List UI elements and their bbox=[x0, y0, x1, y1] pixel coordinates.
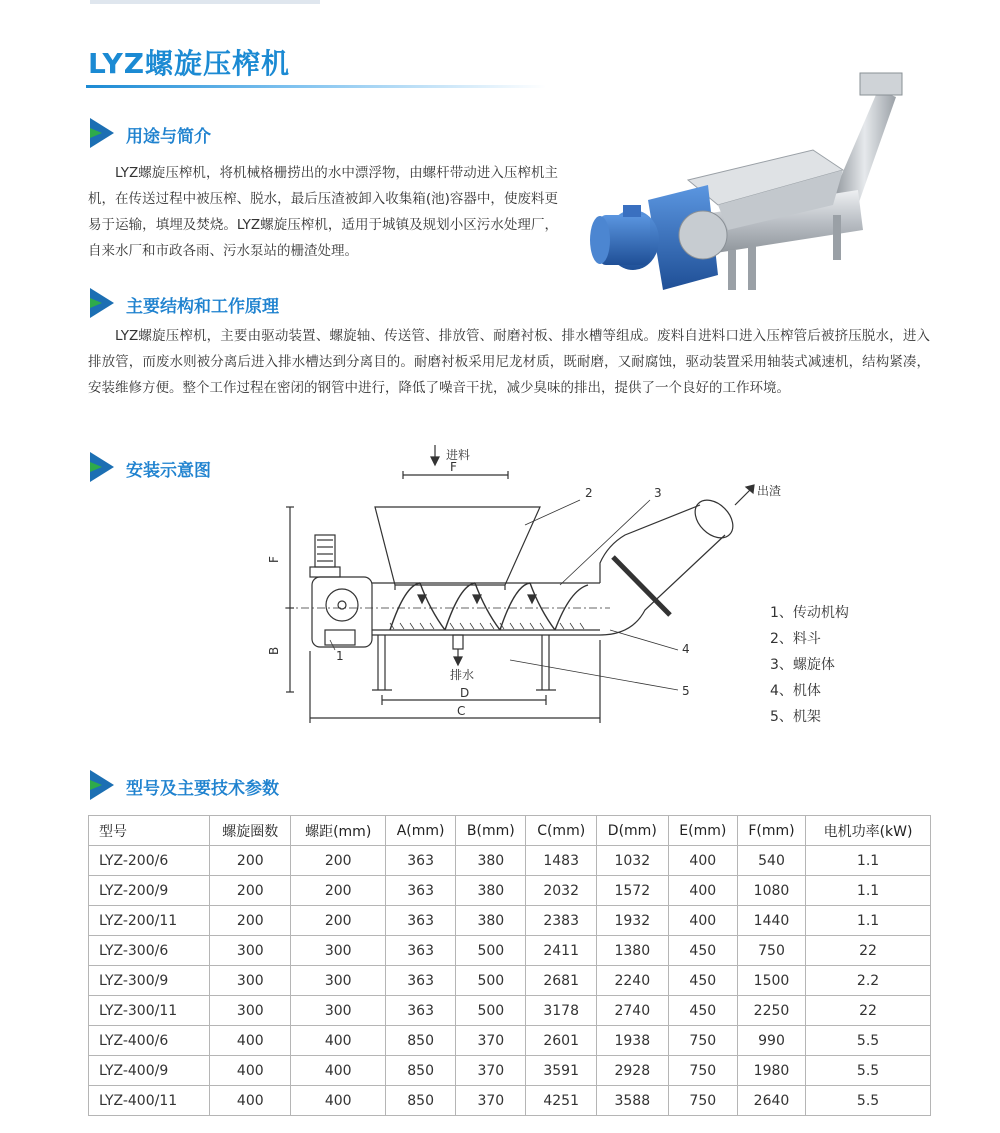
table-cell: 1980 bbox=[737, 1056, 805, 1086]
play-arrow-icon bbox=[90, 118, 114, 148]
table-cell: 2.2 bbox=[806, 966, 931, 996]
table-cell: 300 bbox=[210, 936, 291, 966]
table-row bbox=[89, 996, 931, 1026]
table-cell: 200 bbox=[210, 846, 291, 876]
table-cell: 370 bbox=[456, 1086, 526, 1116]
table-cell: 363 bbox=[386, 846, 456, 876]
table-cell: LYZ-200/6 bbox=[89, 846, 210, 876]
table-cell: 370 bbox=[456, 1026, 526, 1056]
table-cell: 450 bbox=[668, 966, 737, 996]
table-cell: LYZ-400/11 bbox=[89, 1086, 210, 1116]
table-cell: 3591 bbox=[526, 1056, 596, 1086]
column-header: 型号 bbox=[89, 816, 210, 846]
callout-4: 4 bbox=[682, 642, 690, 656]
intro-paragraph: LYZ螺旋压榨机，将机械格栅捞出的水中漂浮物，由螺杆带动进入压榨机主机，在传送过程中被压榨、脱水，最后压渣被卸入收集箱(池)容器中，使废料更易于运输，填埋及焚烧。LYZ螺旋压榨机，适用于城镇及规划小区污水处理厂，自来水厂和市政各雨、污水泵站的栅渣处理。 bbox=[88, 165, 558, 259]
table-cell: 3178 bbox=[526, 996, 596, 1026]
table-cell: 2681 bbox=[526, 966, 596, 996]
column-header: 螺旋圈数 bbox=[210, 816, 291, 846]
table-cell: 400 bbox=[210, 1026, 291, 1056]
table-header-row bbox=[89, 816, 931, 846]
section-heading-label: 主要结构和工作原理 bbox=[126, 297, 279, 317]
table-cell: 22 bbox=[806, 936, 931, 966]
table-cell: 400 bbox=[291, 1086, 386, 1116]
table-cell: 400 bbox=[291, 1056, 386, 1086]
table-cell: 850 bbox=[386, 1026, 456, 1056]
feed-label: 进料 bbox=[446, 448, 471, 462]
table-cell: 363 bbox=[386, 936, 456, 966]
table-cell: 1483 bbox=[526, 846, 596, 876]
callout-3: 3 bbox=[654, 486, 662, 500]
table-cell: 363 bbox=[386, 906, 456, 936]
column-header: A(mm) bbox=[386, 816, 456, 846]
table-cell: 500 bbox=[456, 936, 526, 966]
table-cell: 400 bbox=[668, 906, 737, 936]
dim-f-side: F bbox=[267, 556, 281, 563]
table-cell: 363 bbox=[386, 966, 456, 996]
installation-diagram bbox=[267, 445, 782, 735]
table-cell: 2640 bbox=[737, 1086, 805, 1116]
column-header: 电机功率(kW) bbox=[806, 816, 931, 846]
section-heading-label: 型号及主要技术参数 bbox=[126, 779, 279, 799]
table-cell: 1938 bbox=[596, 1026, 668, 1056]
table-cell: 750 bbox=[668, 1086, 737, 1116]
section-heading-label: 用途与简介 bbox=[126, 127, 211, 147]
table-cell: 300 bbox=[291, 936, 386, 966]
diagram-legend bbox=[770, 600, 849, 730]
column-header: D(mm) bbox=[596, 816, 668, 846]
table-cell: LYZ-200/9 bbox=[89, 876, 210, 906]
table-cell: 1032 bbox=[596, 846, 668, 876]
table-cell: 2240 bbox=[596, 966, 668, 996]
table-cell: 2601 bbox=[526, 1026, 596, 1056]
table-cell: 1.1 bbox=[806, 906, 931, 936]
table-cell: 850 bbox=[386, 1056, 456, 1086]
table-cell: 1932 bbox=[596, 906, 668, 936]
table-cell: 5.5 bbox=[806, 1086, 931, 1116]
top-decoration-strip bbox=[90, 0, 320, 4]
play-arrow-icon bbox=[90, 288, 114, 318]
table-row bbox=[89, 966, 931, 996]
column-header: B(mm) bbox=[456, 816, 526, 846]
table-cell: 200 bbox=[291, 906, 386, 936]
page-title: LYZ螺旋压榨机 bbox=[88, 47, 291, 80]
table-row bbox=[89, 1086, 931, 1116]
table-cell: 200 bbox=[210, 876, 291, 906]
table-row bbox=[89, 1026, 931, 1056]
table-cell: 22 bbox=[806, 996, 931, 1026]
table-cell: 5.5 bbox=[806, 1056, 931, 1086]
table-cell: 380 bbox=[456, 906, 526, 936]
legend-item: 4、机体 bbox=[770, 683, 821, 699]
table-row bbox=[89, 846, 931, 876]
table-cell: 1572 bbox=[596, 876, 668, 906]
table-cell: 750 bbox=[668, 1026, 737, 1056]
table-cell: 363 bbox=[386, 996, 456, 1026]
legend-item: 1、传动机构 bbox=[770, 605, 849, 621]
table-row bbox=[89, 876, 931, 906]
table-cell: LYZ-400/6 bbox=[89, 1026, 210, 1056]
table-cell: 300 bbox=[291, 966, 386, 996]
table-cell: 1.1 bbox=[806, 846, 931, 876]
table-cell: 1440 bbox=[737, 906, 805, 936]
table-cell: LYZ-400/9 bbox=[89, 1056, 210, 1086]
dim-c: C bbox=[457, 704, 466, 718]
dim-d: D bbox=[460, 686, 470, 700]
legend-item: 3、螺旋体 bbox=[770, 657, 835, 673]
callout-1: 1 bbox=[336, 649, 344, 663]
product-photo bbox=[578, 65, 918, 305]
column-header: 螺距(mm) bbox=[291, 816, 386, 846]
table-cell: 400 bbox=[210, 1056, 291, 1086]
table-cell: LYZ-300/6 bbox=[89, 936, 210, 966]
spec-table bbox=[88, 815, 931, 1116]
title-underline bbox=[86, 85, 546, 88]
drain-label: 排水 bbox=[450, 668, 475, 682]
table-cell: 300 bbox=[210, 996, 291, 1026]
table-cell: 2032 bbox=[526, 876, 596, 906]
table-cell: LYZ-300/11 bbox=[89, 996, 210, 1026]
column-header: C(mm) bbox=[526, 816, 596, 846]
table-cell: 2411 bbox=[526, 936, 596, 966]
table-cell: 200 bbox=[291, 876, 386, 906]
table-cell: 750 bbox=[668, 1056, 737, 1086]
table-cell: 4251 bbox=[526, 1086, 596, 1116]
table-cell: 450 bbox=[668, 996, 737, 1026]
callout-5: 5 bbox=[682, 684, 690, 698]
table-cell: LYZ-300/9 bbox=[89, 966, 210, 996]
table-cell: 1380 bbox=[596, 936, 668, 966]
table-cell: 2740 bbox=[596, 996, 668, 1026]
callout-2: 2 bbox=[585, 486, 593, 500]
table-cell: 200 bbox=[291, 846, 386, 876]
table-cell: 380 bbox=[456, 876, 526, 906]
table-cell: 1080 bbox=[737, 876, 805, 906]
table-cell: 400 bbox=[210, 1086, 291, 1116]
table-cell: 990 bbox=[737, 1026, 805, 1056]
legend-item: 2、料斗 bbox=[770, 631, 821, 647]
table-cell: 5.5 bbox=[806, 1026, 931, 1056]
table-cell: 1.1 bbox=[806, 876, 931, 906]
table-cell: 400 bbox=[668, 876, 737, 906]
table-cell: 450 bbox=[668, 936, 737, 966]
play-arrow-icon bbox=[90, 452, 114, 482]
section-heading-label: 安装示意图 bbox=[126, 461, 211, 481]
table-cell: 200 bbox=[210, 906, 291, 936]
column-header: F(mm) bbox=[737, 816, 805, 846]
table-cell: 363 bbox=[386, 876, 456, 906]
table-cell: 300 bbox=[291, 996, 386, 1026]
table-row bbox=[89, 1056, 931, 1086]
structure-paragraph: LYZ螺旋压榨机，主要由驱动装置、螺旋轴、传送管、排放管、耐磨衬板、排水槽等组成。废料自进料口进入压榨管后被挤压脱水，进入排放管，而废水则被分离后进入排水槽达到分离目的。耐磨衬板采用尼龙材质，既耐磨，又耐腐蚀，驱动装置采用轴装式减速机，结构紧凑，安装维修方便。整个工作过程在密闭的钢管中进行，降低了噪音干扰，减少臭味的排出，提供了一个良好的工作环境。 bbox=[88, 328, 930, 396]
table-row bbox=[89, 906, 931, 936]
dim-b: B bbox=[267, 646, 281, 655]
table-cell: 400 bbox=[668, 846, 737, 876]
dim-f-top: F bbox=[450, 460, 457, 474]
table-cell: 2928 bbox=[596, 1056, 668, 1086]
table-cell: LYZ-200/11 bbox=[89, 906, 210, 936]
table-cell: 540 bbox=[737, 846, 805, 876]
table-cell: 3588 bbox=[596, 1086, 668, 1116]
table-cell: 1500 bbox=[737, 966, 805, 996]
legend-item: 5、机架 bbox=[770, 709, 821, 725]
table-cell: 370 bbox=[456, 1056, 526, 1086]
table-cell: 500 bbox=[456, 966, 526, 996]
outlet-label: 出渣 bbox=[757, 484, 782, 498]
table-cell: 300 bbox=[210, 966, 291, 996]
table-cell: 750 bbox=[737, 936, 805, 966]
table-cell: 2250 bbox=[737, 996, 805, 1026]
table-cell: 400 bbox=[291, 1026, 386, 1056]
table-cell: 850 bbox=[386, 1086, 456, 1116]
table-cell: 2383 bbox=[526, 906, 596, 936]
table-row bbox=[89, 936, 931, 966]
table-cell: 380 bbox=[456, 846, 526, 876]
play-arrow-icon bbox=[90, 770, 114, 800]
column-header: E(mm) bbox=[668, 816, 737, 846]
table-cell: 500 bbox=[456, 996, 526, 1026]
